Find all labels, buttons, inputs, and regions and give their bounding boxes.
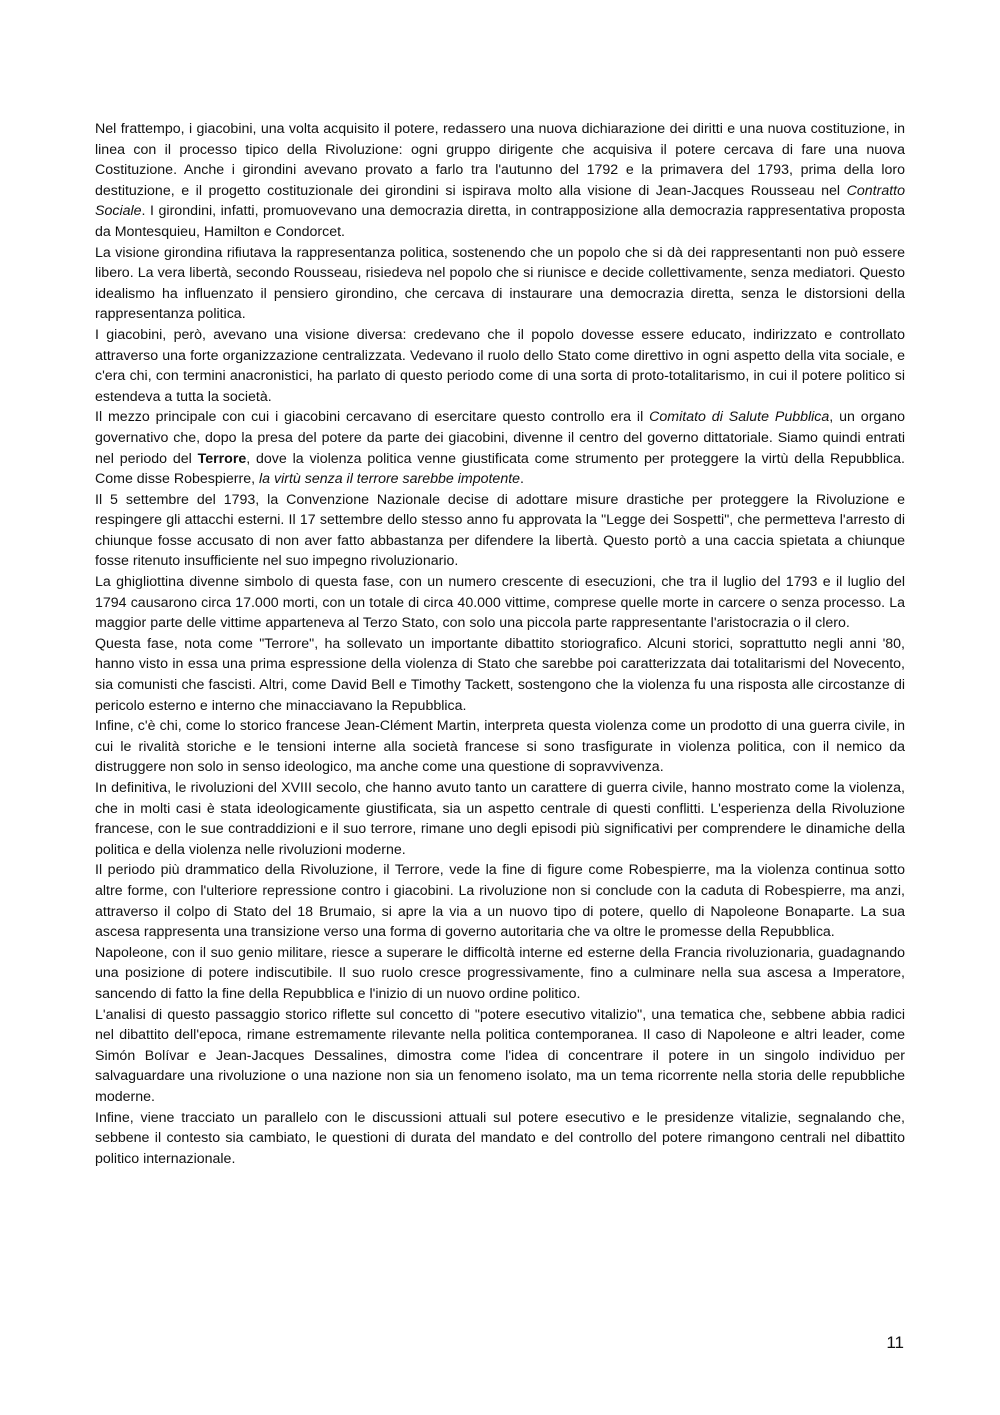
text-run: Questa fase, nota come "Terrore", ha sollevato un importante dibattito storiografico. Alcuni storici, soprattutto negli anni '80, hanno visto in essa una prima espressione della violenza di Stato che sarebbe poi caratterizzata dai totalitarismi del Novecento, sia comunisti che fascisti. Altri, come David Bell e Timothy Tackett, sostengono che la violenza fu una risposta alle circostanze di pericolo esterno e interno che minacciavano la Repubblica. bbox=[95, 635, 905, 714]
paragraph bbox=[95, 1108, 905, 1170]
paragraph bbox=[95, 860, 905, 942]
text-run: , dove la violenza politica venne giustificata come strumento per proteggere la virtù della Repubblica. Come disse Robespierre, bbox=[95, 450, 905, 488]
text-run: Il 5 settembre del 1793, la Convenzione Nazionale decise di adottare misure drastiche per proteggere la Rivoluzione e respingere gli attacchi esterni. Il 17 settembre dello stesso anno fu approvata la "Legge dei Sospetti", che permetteva l'arresto di chiunque fosse accusato di non aver fatto abbastanza per difendere la libertà. Questo portò a una caccia spietata a chiunque fosse ritenuto insufficiente nel suo impegno rivoluzionario. bbox=[95, 491, 905, 570]
paragraph bbox=[95, 778, 905, 860]
paragraph bbox=[95, 716, 905, 778]
paragraph bbox=[95, 572, 905, 634]
text-run: L'analisi di questo passaggio storico riflette sul concetto di "potere esecutivo vitalizio", una tematica che, sebbene abbia radici nel dibattito dell'epoca, rimane estremamente rilevante nella politica contemporanea. Il caso di Napoleone e altri leader, come Simón Bolívar e Jean-Jacques Dessalines, dimostra come l'idea di concentrare il potere in un singolo individuo per salvaguardare una rivoluzione o una nazione non sia un fenomeno isolato, ma un tema ricorrente nella storia delle repubbliche moderne. bbox=[95, 1006, 905, 1105]
text-run: , un organo governativo che, dopo la presa del potere da parte dei giacobini, divenne il centro del governo dittatoriale. Siamo quindi entrati nel periodo del bbox=[95, 409, 905, 467]
text-run: Nel frattempo, i giacobini, una volta acquisito il potere, redassero una nuova dichiarazione dei diritti e una nuova costituzione, in linea con il processo tipico della Rivoluzione: ogni gruppo dirigente che acquisiva il potere cercava di fare una nuova Costituzione. Anche i girondini avevano provato a farlo tra l'autunno del 1792 e la primavera del 1793, prima della loro destituzione, e il progetto costituzionale dei girondini si ispirava molto alla visione di Jean-Jacques Rousseau nel bbox=[95, 121, 905, 199]
italic-text: Contratto Sociale bbox=[95, 182, 905, 220]
paragraph bbox=[95, 407, 905, 489]
text-run: La ghigliottina divenne simbolo di questa fase, con un numero crescente di esecuzioni, che tra il luglio del 1793 e il luglio del 1794 causarono circa 17.000 morti, con un totale di circa 40.000 vittime, comprese quelle morte in carcere o senza processo. La maggior parte delle vittime apparteneva al Terzo Stato, con solo una piccola parte rappresentante l'aristocrazia o il clero. bbox=[95, 574, 905, 632]
bold-text: Terrore bbox=[197, 450, 247, 467]
paragraph bbox=[95, 1005, 905, 1108]
text-run: Infine, viene tracciato un parallelo con le discussioni attuali sul potere esecutivo e le presidenze vitalizie, segnalando che, sebbene il contesto sia cambiato, le questioni di durata del mandato e del controllo del potere rimangono centrali nel dibattito politico internazionale. bbox=[95, 1109, 905, 1167]
italic-text: la virtù senza il terrore sarebbe impotente bbox=[259, 471, 521, 488]
paragraph bbox=[95, 634, 905, 716]
text-run: Infine, c'è chi, come lo storico francese Jean-Clément Martin, interpreta questa violenza come un prodotto di una guerra civile, in cui le rivalità storiche e le tensioni interne alla società francese si sono trasfigurate in violenza politica, con il nemico da distruggere non solo in senso ideologico, ma anche come una questione di sopravvivenza. bbox=[95, 718, 905, 776]
paragraph bbox=[95, 243, 905, 325]
paragraph bbox=[95, 490, 905, 572]
page-number: 11 bbox=[886, 1333, 904, 1352]
text-run: . I girondini, infatti, promuovevano una democrazia diretta, in contrapposizione alla democrazia rappresentativa proposta da Montesquieu, Hamilton e Condorcet. bbox=[95, 203, 905, 240]
italic-text: Comitato di Salute Pubblica bbox=[649, 409, 830, 426]
text-run: Il periodo più drammatico della Rivoluzione, il Terrore, vede la fine di figure come Robespierre, ma la violenza continua sotto altre forme, con l'ulteriore repressione contro i giacobini. La rivoluzione non si conclude con la caduta di Robespierre, ma anzi, attraverso il colpo di Stato del 18 Brumaio, si apre la via a un nuovo tipo di potere, quello di Napoleone Bonaparte. La sua ascesa rappresenta una transizione verso una forma di governo autoritaria che va oltre le promesse della Repubblica. bbox=[95, 862, 905, 941]
text-run: Il mezzo principale con cui i giacobini cercavano di esercitare questo controllo era il bbox=[95, 409, 650, 426]
paragraph bbox=[95, 943, 905, 1005]
text-run: I giacobini, però, avevano una visione diversa: credevano che il popolo dovesse essere educato, indirizzato e controllato attraverso una forte organizzazione centralizzata. Vedevano il ruolo dello Stato come direttivo in ogni aspetto della vita sociale, e c'era chi, con termini anacronistici, ha parlato di questo periodo come di una sorta di proto-totalitarismo, in cui il potere politico si estendeva a tutta la società. bbox=[95, 326, 905, 405]
text-run: La visione girondina rifiutava la rappresentanza politica, sostenendo che un popolo che si dà dei rappresentanti non può essere libero. La vera libertà, secondo Rousseau, risiedeva nel popolo che si riunisce e decide collettivamente, senza mediatori. Questo idealismo ha influenzato il pensiero girondino, che cercava di instaurare una democrazia diretta, senza le distorsioni della rappresentanza politica. bbox=[95, 244, 905, 323]
text-run: Napoleone, con il suo genio militare, riesce a superare le difficoltà interne ed esterne della Francia rivoluzionaria, guadagnando una posizione di potere indiscutibile. Il suo ruolo cresce progressivamente, fino a culminare nella sua ascesa a Imperatore, sancendo di fatto la fine della Repubblica e l'inizio di un nuovo ordine politico. bbox=[95, 944, 905, 1002]
body-text bbox=[95, 119, 905, 1169]
text-run: . bbox=[520, 471, 524, 488]
text-run: In definitiva, le rivoluzioni del XVIII secolo, che hanno avuto tanto un carattere di guerra civile, hanno mostrato come la violenza, che in molti casi è stata ideologicamente giustificata, sia un aspetto centrale di questi conflitti. L'esperienza della Rivoluzione francese, con le sue contraddizioni e il suo terrore, rimane uno degli episodi più significativi per comprendere le dinamiche della politica e della violenza nelle rivoluzioni moderne. bbox=[95, 780, 905, 858]
paragraph bbox=[95, 325, 905, 407]
paragraph bbox=[95, 119, 905, 243]
